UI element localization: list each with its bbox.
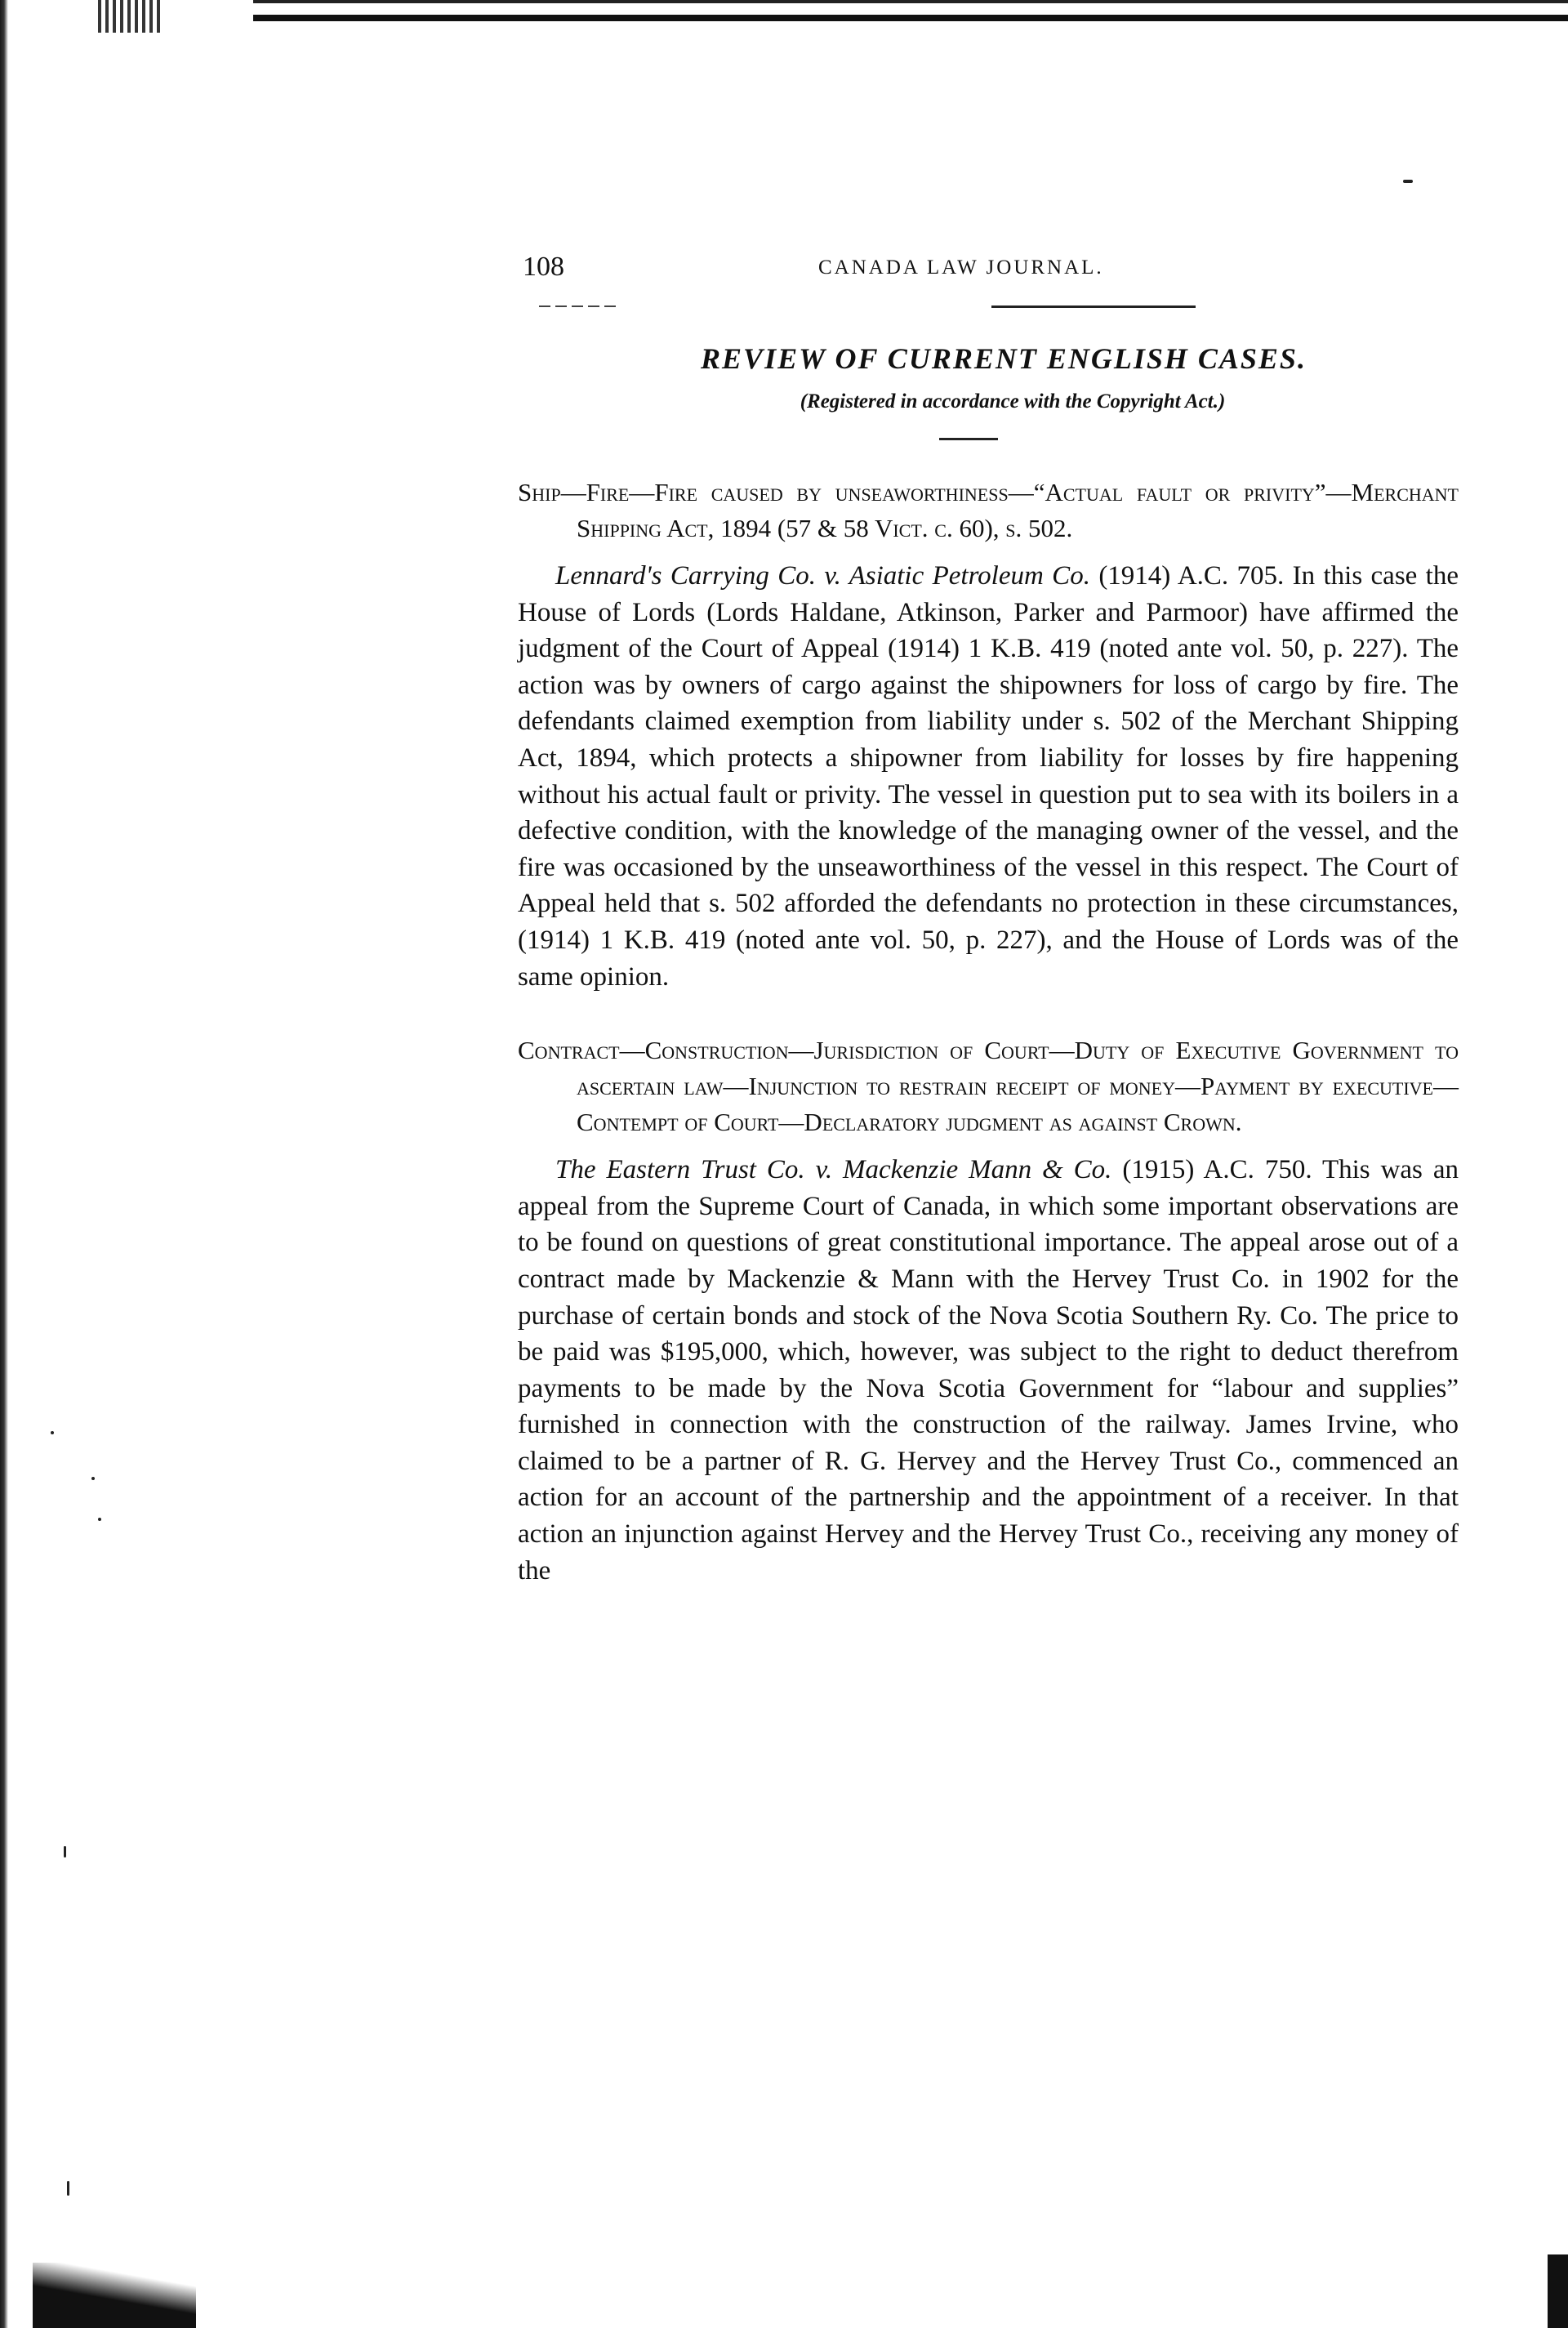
- case-heading: Contract—Construction—Jurisdiction of Court—Duty of Executive Government to ascertain law—Injunction to restrain receipt of money—Payment by executive—Contempt of Court—Declaratory judgment as against Crown.: [518, 1036, 1459, 1137]
- running-head-rule: [991, 305, 1196, 308]
- case-entry: [518, 475, 1459, 995]
- running-head-rules: [518, 291, 1459, 323]
- scan-corner-mark: [1548, 2254, 1568, 2328]
- scan-speck: [1403, 180, 1413, 183]
- case-body: [518, 558, 1459, 995]
- case-citation: The Eastern Trust Co. v. Mackenzie Mann & Co.: [555, 1155, 1112, 1185]
- scan-speck: [67, 2181, 69, 2196]
- journal-page: [518, 252, 1459, 1589]
- scan-speck: [91, 1477, 95, 1480]
- case-heading: Ship—Fire—Fire caused by unseaworthiness—“Actual fault or privity”—Merchant Shipping Act, 1894 (57 & 58 Vict. c. 60), s. 502.: [518, 478, 1459, 542]
- case-entry: [518, 1032, 1459, 1589]
- case-text: (1914) A.C. 705. In this case the House of Lords (Lords Haldane, Atkinson, Parker and Parmoor) have affirmed the judgment of the Court of Appeal (1914) 1 K.B. 419 (noted ante vol. 50, p. 227). The action was by owners of cargo against the shipowners for loss of cargo by fire. The defendants claimed exemption from liability under s. 502 of the Merchant Shipping Act, 1894, which protects a shipowner from liability for losses by fire happening without his actual fault or privity. The vessel in question put to sea with its boilers in a defective condition, with the knowledge of the managing owner of the vessel, and the fire was occasioned by the unseaworthiness of the vessel in this respect. The Court of Appeal held that s. 502 afforded the defendants no protection in these circumstances, (1914) 1 K.B. 419 (noted ante vol. 50, p. 227), and the House of Lords was of the same opinion.: [518, 561, 1459, 992]
- scan-top-edge: [253, 0, 1568, 3]
- running-head: [518, 252, 1459, 291]
- title-rule: [939, 438, 998, 440]
- scan-corner-mark: [33, 2263, 196, 2328]
- page-top-rule: [253, 15, 1568, 21]
- case-citation: Lennard's Carrying Co. v. Asiatic Petroleum Co.: [555, 561, 1090, 591]
- page-number: 108: [523, 252, 564, 282]
- scan-speck: [64, 1846, 66, 1857]
- case-body: [518, 1152, 1459, 1589]
- section-title: REVIEW OF CURRENT ENGLISH CASES.: [701, 342, 1307, 375]
- scan-speck: [98, 1518, 101, 1521]
- scan-speck: [51, 1431, 54, 1434]
- journal-title: CANADA LAW JOURNAL.: [818, 256, 1104, 279]
- section-subtitle: (Registered in accordance with the Copyright Act.): [800, 390, 1226, 413]
- case-text: (1915) A.C. 750. This was an appeal from the Supreme Court of Canada, in which some important observations are to be found on questions of great constitutional importance. The appeal arose out of a contract made by Mackenzie & Mann with the Hervey Trust Co. in 1902 for the purchase of certain bonds and stock of the Nova Scotia Southern Ry. Co. The price to be paid was $195,000, which, however, was subject to the right to deduct therefrom payments to be made by the Nova Scotia Government for “labour and supplies” furnished in connection with the construction of the railway. James Irvine, who claimed to be a partner of R. G. Hervey and the Hervey Trust Co., commenced an action for an account of the partnership and the appointment of a receiver. In that action an injunction against Hervey and the Hervey Trust Co., receiving any money of the: [518, 1155, 1459, 1585]
- running-head-rule: [539, 305, 621, 307]
- scan-corner-mark: [98, 0, 163, 33]
- scan-left-edge: [0, 0, 8, 2328]
